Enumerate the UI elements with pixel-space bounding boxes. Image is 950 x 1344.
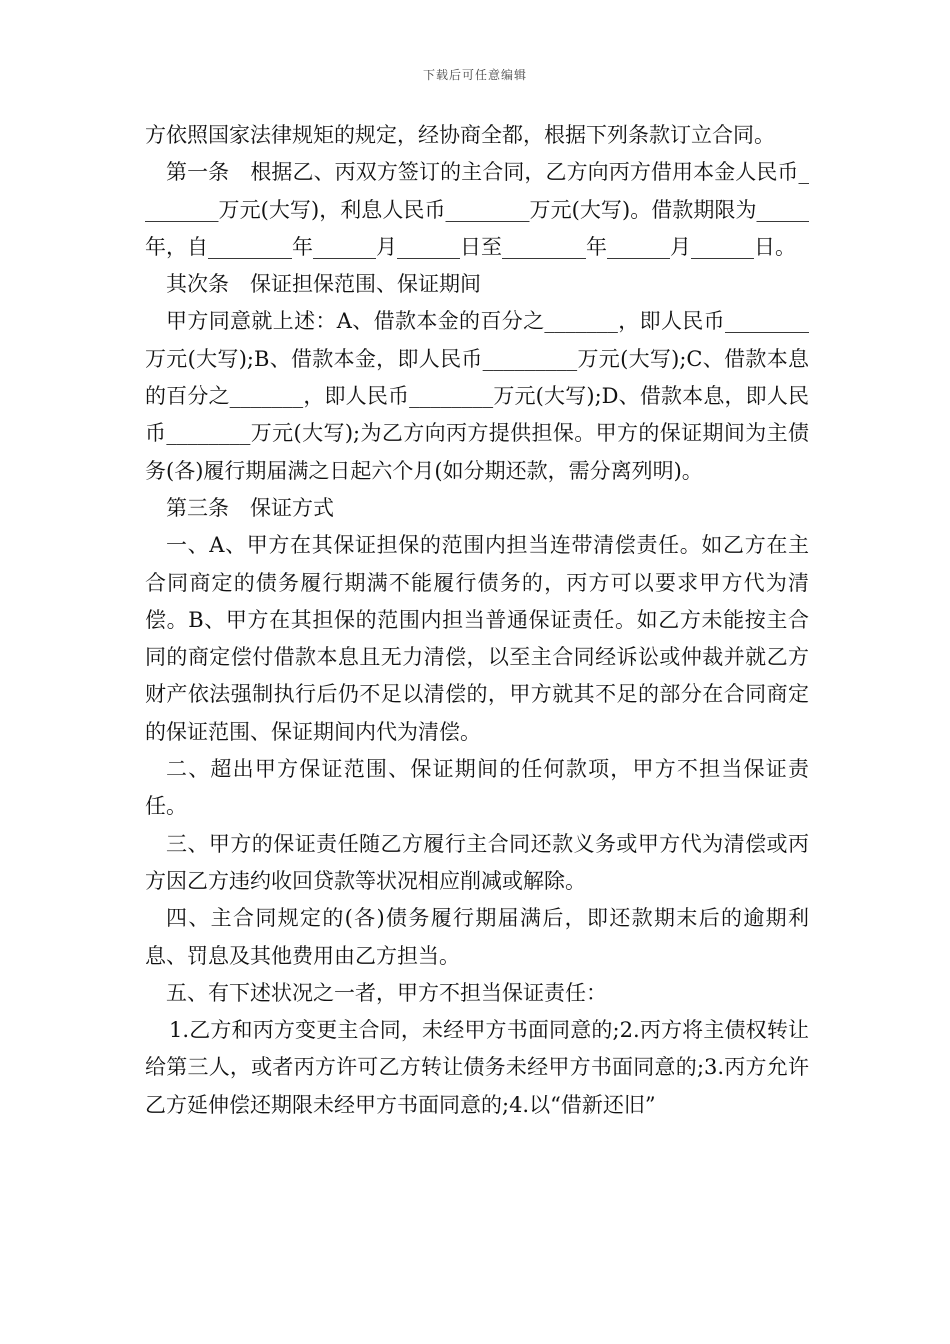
page-header: 下载后可任意编辑 — [422, 68, 527, 82]
heading-article-3: 第三条 保证方式 — [166, 495, 334, 520]
paragraph-exceptions: 1.乙方和丙方变更主合同，未经甲方书面同意的;2.丙方将主债权转让给第三人，或者丙方许可乙方转让债务未经甲方书面同意的;3.丙方允许乙方延伸偿还期限未经甲方书面同意的;4.以“借新还旧” — [145, 1018, 809, 1117]
paragraph-item-4: 四、主合同规定的(各)债务履行期届满后，即还款期末后的逾期利息、罚息及其他费用由乙方担当。 — [145, 906, 809, 968]
paragraph-opening: 方依照国家法律规矩的规定，经协商全都，根据下列条款订立合同。 — [145, 123, 775, 147]
document-body — [145, 117, 809, 1124]
paragraph-article-1: 第一条 根据乙、丙双方签订的主合同，乙方向丙方借用本金人民币________万元(大写)，利息人民币________万元(大写)。借款期限为_____年，自________年______月______日至________年______月______日。 — [145, 160, 809, 259]
paragraph-guarantee-scope: 甲方同意就上述：A、借款本金的百分之_______，即人民币________万元(大写);B、借款本金，即人民币_________万元(大写);C、借款本息的百分之_______，即人民币________万元(大写);D、借款本息，即人民币________万元(大写);为乙方向丙方提供担保。甲方的保证期间为主债务(各)履行期届满之日起六个月(如分期还款，需分离列明)。 — [145, 309, 809, 483]
heading-article-2: 其次条 保证担保范围、保证期间 — [166, 272, 481, 297]
paragraph-item-3: 三、甲方的保证责任随乙方履行主合同还款义务或甲方代为清偿或丙方因乙方违约收回贷款等状况相应削减或解除。 — [145, 831, 809, 893]
paragraph-item-1: 一、A、甲方在其保证担保的范围内担当连带清偿责任。如乙方在主合同商定的债务履行期满不能履行债务的，丙方可以要求甲方代为清偿。B、甲方在其担保的范围内担当普通保证责任。如乙方未能按主合同的商定偿付借款本息且无力清偿，以至主合同经诉讼或仲裁并就乙方财产依法强制执行后仍不足以清偿的，甲方就其不足的部分在合同商定的保证范围、保证期间内代为清偿。 — [145, 533, 809, 744]
paragraph-item-5: 五、有下述状况之一者，甲方不担当保证责任： — [166, 980, 607, 1005]
paragraph-item-2: 二、超出甲方保证范围、保证期间的任何款项，甲方不担当保证责任。 — [145, 757, 809, 819]
